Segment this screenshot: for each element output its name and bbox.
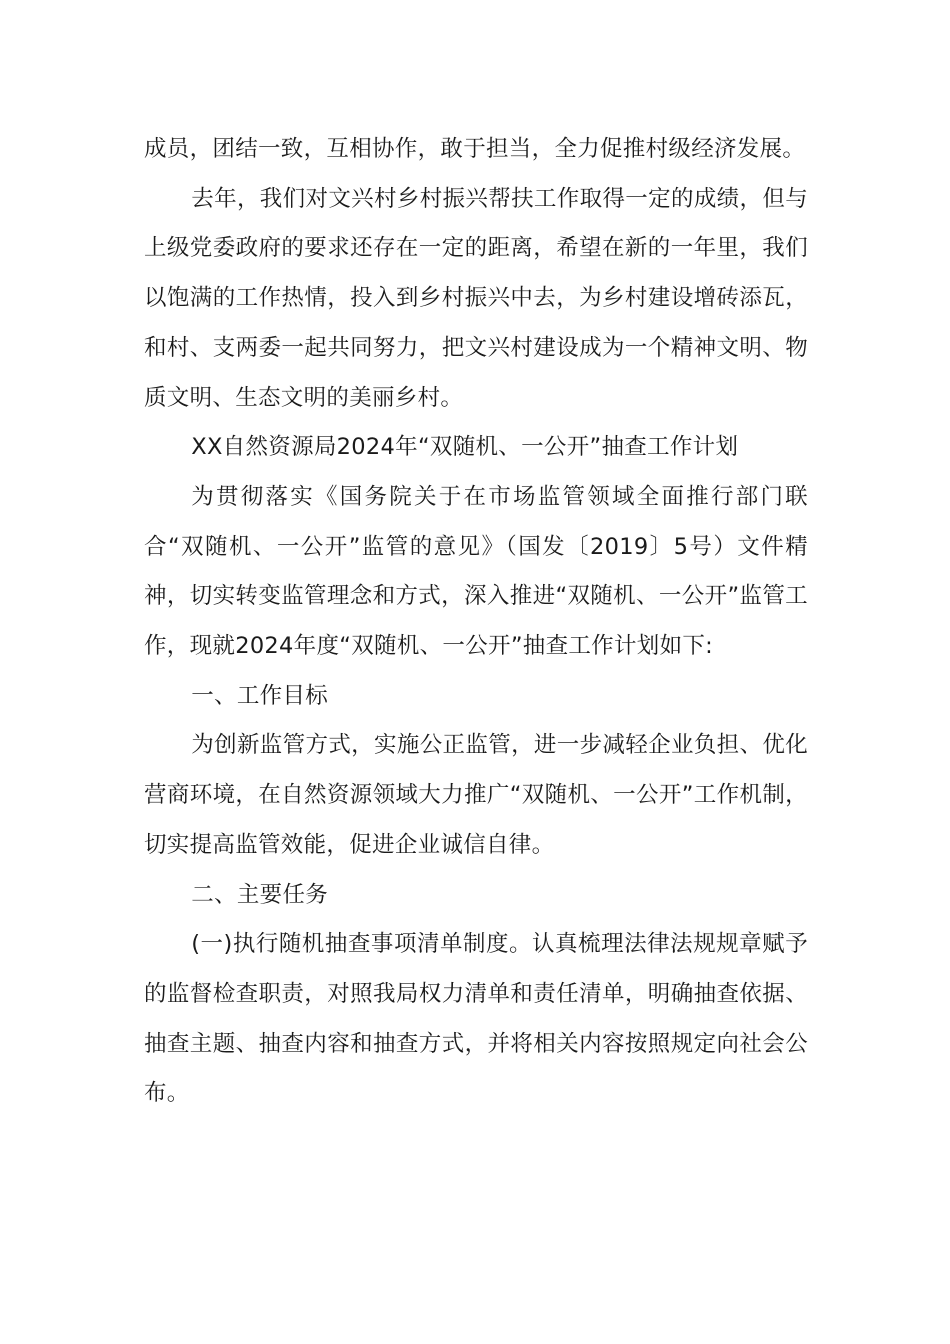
document-title: XX自然资源局2024年“双随机、一公开”抽查工作计划 <box>191 434 739 461</box>
section-heading-tasks: 二、主要任务 <box>191 881 329 908</box>
paragraph-task-one: (一)执行随机抽查事项清单制度。认真梳理法律法规规章赋予的监督检查职责，对照我局权力清单和责任清单，明确抽查依据、抽查主题、抽查内容和抽查方式，并将相关内容按照规定向社会公布。 <box>144 931 808 1107</box>
paragraph-goals: 为创新监管方式，实施公正监管，进一步减轻企业负担、优化营商环境，在自然资源领域大力推广“双随机、一公开”工作机制，切实提高监管效能，促进企业诚信自律。 <box>144 732 808 858</box>
paragraph-intro: 为贯彻落实《国务院关于在市场监管领域全面推行部门联合“双随机、一公开”监管的意见》（国发〔2019〕5号）文件精神，切实转变监管理念和方式，深入推进“双随机、一公开”监管工作，现就2024年度“双随机、一公开”抽查工作计划如下: <box>144 483 808 660</box>
section-heading-goals: 一、工作目标 <box>191 682 329 709</box>
paragraph-summary: 去年，我们对文兴村乡村振兴帮扶工作取得一定的成绩，但与上级党委政府的要求还存在一定的距离，希望在新的一年里，我们以饱满的工作热情，投入到乡村振兴中去，为乡村建设增砖添瓦，和村、支两委一起共同努力，把文兴村建设成为一个精神文明、物质文明、生态文明的美丽乡村。 <box>144 185 808 411</box>
document-body <box>144 125 808 1119</box>
paragraph-continuation: 成员，团结一致，互相协作，敢于担当，全力促推村级经济发展。 <box>144 136 806 162</box>
